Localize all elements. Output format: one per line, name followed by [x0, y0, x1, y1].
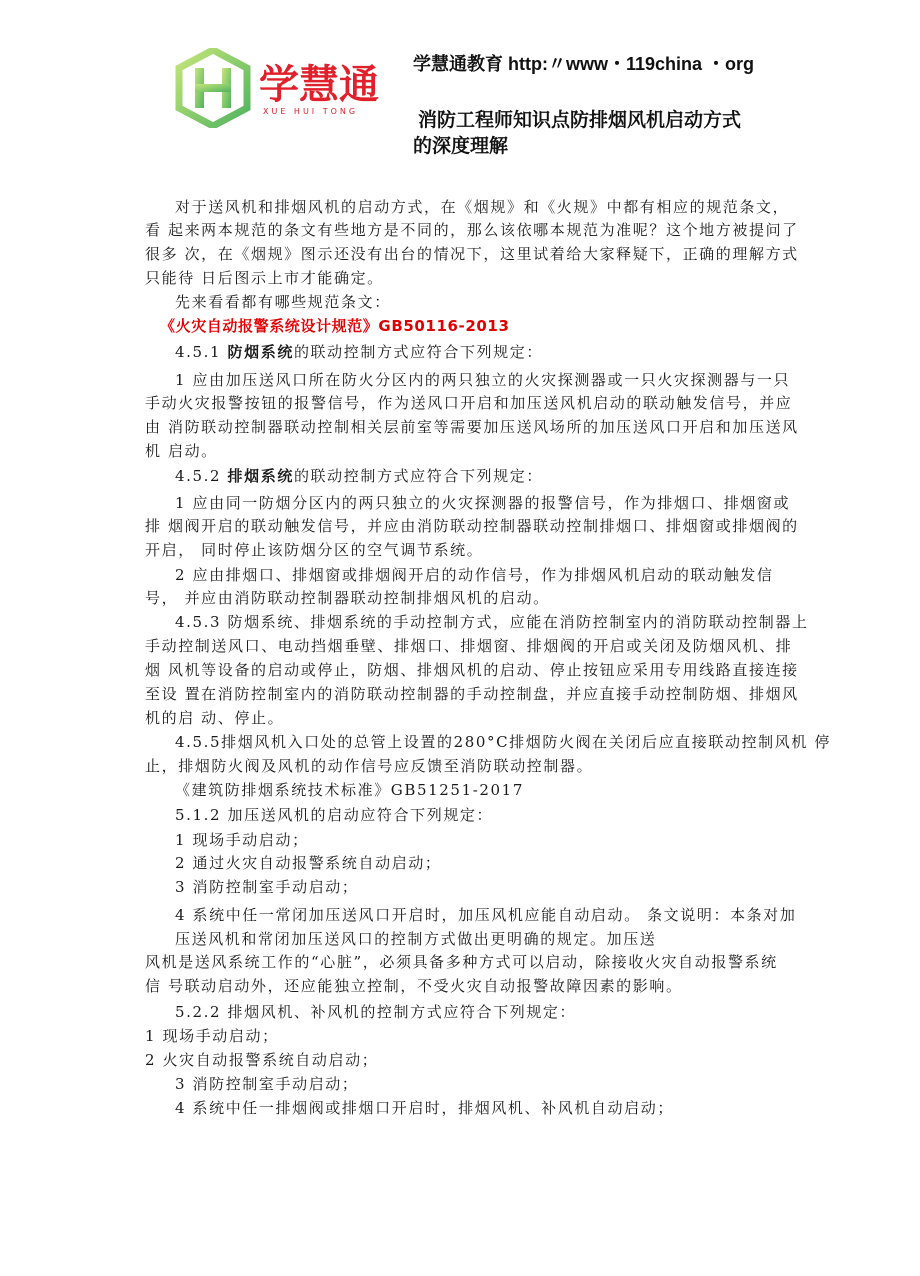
text-line — [145, 516, 799, 536]
text-segment: 4 系统中任一排烟阀或排烟口开启时，排烟风机、补风机自动启动； — [175, 1099, 674, 1117]
text-segment: 1 应由同一防烟分区内的两只独立的火灾探测器的报警信号，作为排烟口、排烟窗或 — [175, 494, 791, 512]
text-line — [145, 441, 218, 461]
text-segment: 信 号联动启动外，还应能独立控制，不受火灾自动报警故障因素的影响。 — [145, 977, 683, 995]
text-line — [175, 342, 543, 362]
text-line — [145, 1026, 279, 1046]
logo-subtext: XUE HUI TONG — [263, 107, 359, 116]
text-line — [145, 417, 799, 437]
text-segment: 排 烟阀开启的联动触发信号，并应由消防联动控制器联动控制排烟口、排烟窗或排烟阀的 — [145, 517, 799, 535]
bold-term: 排烟系统 — [227, 467, 294, 485]
text-line — [145, 976, 683, 996]
text-segment: 4.5.1 — [175, 343, 228, 361]
text-segment: 5.2.2 排烟风机、补风机的控制方式应符合下列规定： — [175, 1003, 577, 1021]
text-line — [145, 588, 550, 608]
text-segment: 2 火灾自动报警系统自动启动； — [145, 1051, 379, 1069]
text-segment: 《火灾自动报警系统设计规范》GB50116-2013 — [160, 317, 510, 335]
bold-term: 防烟系统 — [227, 343, 294, 361]
text-segment: 号， 并应由消防联动控制器联动控制排烟风机的启动。 — [145, 589, 550, 607]
text-segment: 手动火灾报警按钮的报警信号，作为送风口开启和加压送风机启动的联动触发信号，并应 — [145, 394, 793, 412]
text-segment: 手动控制送风口、电动挡烟垂壁、排烟口、排烟窗、排烟阀的开启或关闭及防烟风机、排 — [145, 637, 793, 655]
text-segment: 风机是送风系统工作的“心脏”，必须具备多种方式可以启动，除接收火灾自动报警系统 — [145, 953, 778, 971]
text-line — [145, 756, 593, 776]
text-line — [175, 612, 809, 632]
text-line — [175, 292, 391, 312]
text-segment: 2 应由排烟口、排烟窗或排烟阀开启的动作信号，作为排烟风机启动的联动触发信 — [175, 566, 774, 584]
text-line — [175, 493, 790, 513]
text-segment: 的联动控制方式应符合下列规定： — [293, 343, 543, 361]
text-line — [145, 220, 799, 240]
text-line — [175, 370, 790, 390]
text-line — [145, 244, 799, 264]
text-line — [145, 540, 483, 560]
text-segment: 烟 风机等设备的启动或停止，防烟、排烟风机的启动、停止按钮应采用专用线路直接连接 — [145, 661, 799, 679]
text-line — [145, 684, 799, 704]
text-line — [175, 805, 493, 825]
text-segment: 3 消防控制室手动启动； — [175, 878, 359, 896]
text-line — [145, 1050, 378, 1070]
text-segment: 机 启动。 — [145, 442, 218, 460]
text-line — [175, 1074, 359, 1094]
text-line — [175, 197, 789, 217]
text-segment: 1 现场手动启动； — [175, 831, 309, 849]
logo-text: 学慧通 — [259, 62, 379, 108]
logo — [175, 48, 405, 128]
site-url: 学慧通教育 http:〃www・119china ・org — [413, 54, 755, 74]
text-segment: 开启， 同时停止该防烟分区的空气调节系统。 — [145, 541, 484, 559]
text-segment: 止，排烟防火阀及风机的动作信号应反馈至消防联动控制器。 — [145, 757, 594, 775]
text-line — [145, 393, 792, 413]
text-line — [175, 830, 309, 850]
text-segment: 《建筑防排烟系统技术标准》GB51251-2017 — [175, 781, 524, 799]
text-line — [145, 268, 384, 288]
doc-title-line1: 消防工程师知识点防排烟风机启动方式 — [418, 109, 742, 131]
text-line — [145, 660, 799, 680]
text-line — [175, 929, 656, 949]
text-line — [175, 1002, 576, 1022]
text-segment: 对于送风机和排烟风机的启动方式，在《烟规》和《火规》中都有相应的规范条文， — [175, 198, 790, 216]
text-segment: 先来看看都有哪些规范条文： — [175, 293, 391, 311]
text-line — [175, 732, 831, 752]
text-segment: 4 系统中任一常闭加压送风口开启时，加压风机应能自动启动。 条文说明：本条对加 — [175, 906, 797, 924]
text-segment: 看 起来两本规范的条文有些地方是不同的，那么该依哪本规范为准呢？这个地方被提问了 — [145, 221, 799, 239]
text-line — [175, 877, 359, 897]
text-line — [145, 952, 778, 972]
text-segment: 4.5.5排烟风机入口处的总管上设置的280°C排烟防火阀在关闭后应直接联动控制风机 停 — [175, 733, 831, 751]
text-segment: 的联动控制方式应符合下列规定： — [293, 467, 543, 485]
text-segment: 由 消防联动控制器联动控制相关层前室等需要加压送风场所的加压送风口开启和加压送风 — [145, 418, 799, 436]
section-heading — [160, 316, 510, 336]
text-line — [145, 708, 284, 728]
text-line — [175, 905, 796, 925]
text-segment: 1 应由加压送风口所在防火分区内的两只独立的火灾探测器或一只火灾探测器与一只 — [175, 371, 791, 389]
doc-title-line2: 的深度理解 — [413, 135, 509, 157]
text-segment: 1 现场手动启动； — [145, 1027, 279, 1045]
text-segment: 很多 次，在《烟规》图示还没有出台的情况下，这里试着给大家释疑下，正确的理解方式 — [145, 245, 799, 263]
text-segment: 只能待 日后图示上市才能确定。 — [145, 269, 384, 287]
text-segment: 至设 置在消防控制室内的消防联动控制器的手动控制盘，并应直接手动控制防烟、排烟风 — [145, 685, 799, 703]
text-segment: 2 通过火灾自动报警系统自动启动； — [175, 854, 442, 872]
text-segment: 5.1.2 加压送风机的启动应符合下列规定： — [175, 806, 494, 824]
text-segment: 3 消防控制室手动启动； — [175, 1075, 359, 1093]
text-line — [175, 466, 543, 486]
text-line — [175, 780, 524, 800]
text-line — [175, 853, 442, 873]
text-segment: 压送风机和常闭加压送风口的控制方式做出更明确的规定。加压送 — [175, 930, 657, 948]
text-line — [145, 636, 792, 656]
text-segment: 4.5.2 — [175, 467, 228, 485]
text-line — [175, 1098, 674, 1118]
text-segment: 4.5.3 防烟系统、排烟系统的手动控制方式，应能在消防控制室内的消防联动控制器上 — [175, 613, 809, 631]
text-segment: 机的启 动、停止。 — [145, 709, 285, 727]
text-line — [175, 565, 774, 585]
